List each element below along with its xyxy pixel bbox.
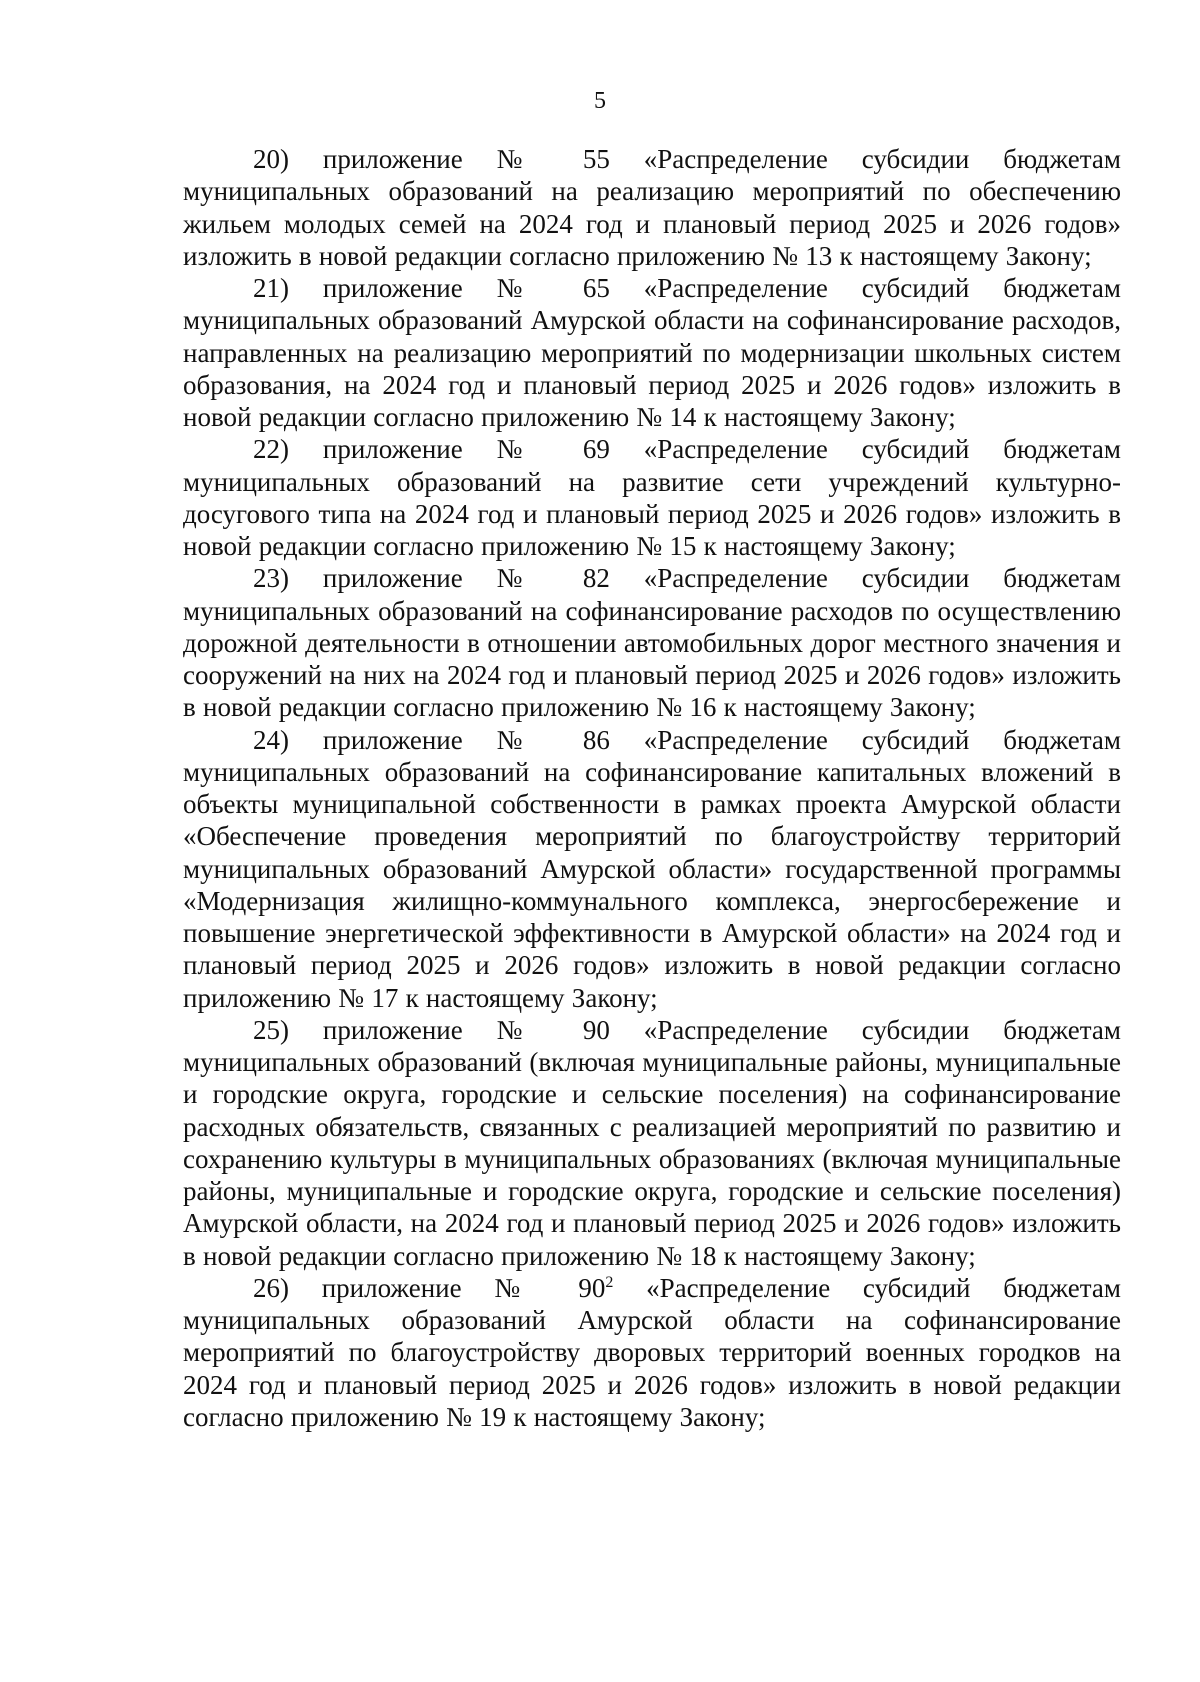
list-item-23: 23) приложение № 82 «Распределение субсидии бюджетам муниципальных образований на софинансирование расходов по осуществлению дорожной деятельности в отношении автомобильных дорог местного значения и сооружений на них на 2024 год и плановый период 2025 и 2026 годов» изложить в новой редакции согласно приложению № 16 к настоящему Закону; — [183, 563, 1121, 723]
list-item-26-start: 26) приложение № 90 — [253, 1272, 606, 1303]
list-item-22: 22) приложение № 69 «Распределение субсидий бюджетам муниципальных образований на развитие сети учреждений культурно-досугового типа на 2024 год и плановый период 2025 и 2026 годов» изложить в новой редакции согласно приложению № 15 к настоящему Закону; — [183, 434, 1121, 561]
list-item-26-rest: «Распределение субсидий бюджетам муниципальных образований Амурской области на софинансирование мероприятий по благоустройству дворовых территорий военных городков на 2024 год и плановый период 2025 и 2026 годов» изложить в новой редакции согласно приложению № 19 к настоящему Закону; — [183, 1272, 1121, 1432]
list-item-24: 24) приложение № 86 «Распределение субсидий бюджетам муниципальных образований на софинансирование капитальных вложений в объекты муниципальной собственности в рамках проекта Амурской области «Обеспечение проведения мероприятий по благоустройству территорий муниципальных образований Амурской области» государственной программы «Модернизация жилищно-коммунального комплекса, энергосбережение и повышение энергетической эффективности в Амурской области» на 2024 год и плановый период 2025 и 2026 годов» изложить в новой редакции согласно приложению № 17 к настоящему Закону; — [183, 724, 1121, 1013]
list-item-20: 20) приложение № 55 «Распределение субсидии бюджетам муниципальных образований на реализацию мероприятий по обеспечению жильем молодых семей на 2024 год и плановый период 2025 и 2026 годов» изложить в новой редакции согласно приложению № 13 к настоящему Закону; — [183, 144, 1121, 271]
page-number: 5 — [594, 88, 606, 114]
list-item-21: 21) приложение № 65 «Распределение субсидий бюджетам муниципальных образований Амурской области на софинансирование расходов, направленных на реализацию мероприятий по модернизации школьных систем образования, на 2024 год и плановый период 2025 и 2026 годов» изложить в новой редакции согласно приложению № 14 к настоящему Закону; — [183, 273, 1121, 432]
document-body — [183, 143, 1121, 1433]
list-item-26 — [183, 1272, 1121, 1433]
list-item-25: 25) приложение № 90 «Распределение субсидии бюджетам муниципальных образований (включая муниципальные районы, муниципальные и городские округа, городские и сельские поселения) на софинансирование расходных обязательств, связанных с реализацией мероприятий по развитию и сохранению культуры в муниципальных образованиях (включая муниципальные районы, муниципальные и городские округа, городские и сельские поселения) Амурской области, на 2024 год и плановый период 2025 и 2026 годов» изложить в новой редакции согласно приложению № 18 к настоящему Закону; — [183, 1014, 1121, 1271]
superscript-number: 2 — [605, 1273, 614, 1291]
